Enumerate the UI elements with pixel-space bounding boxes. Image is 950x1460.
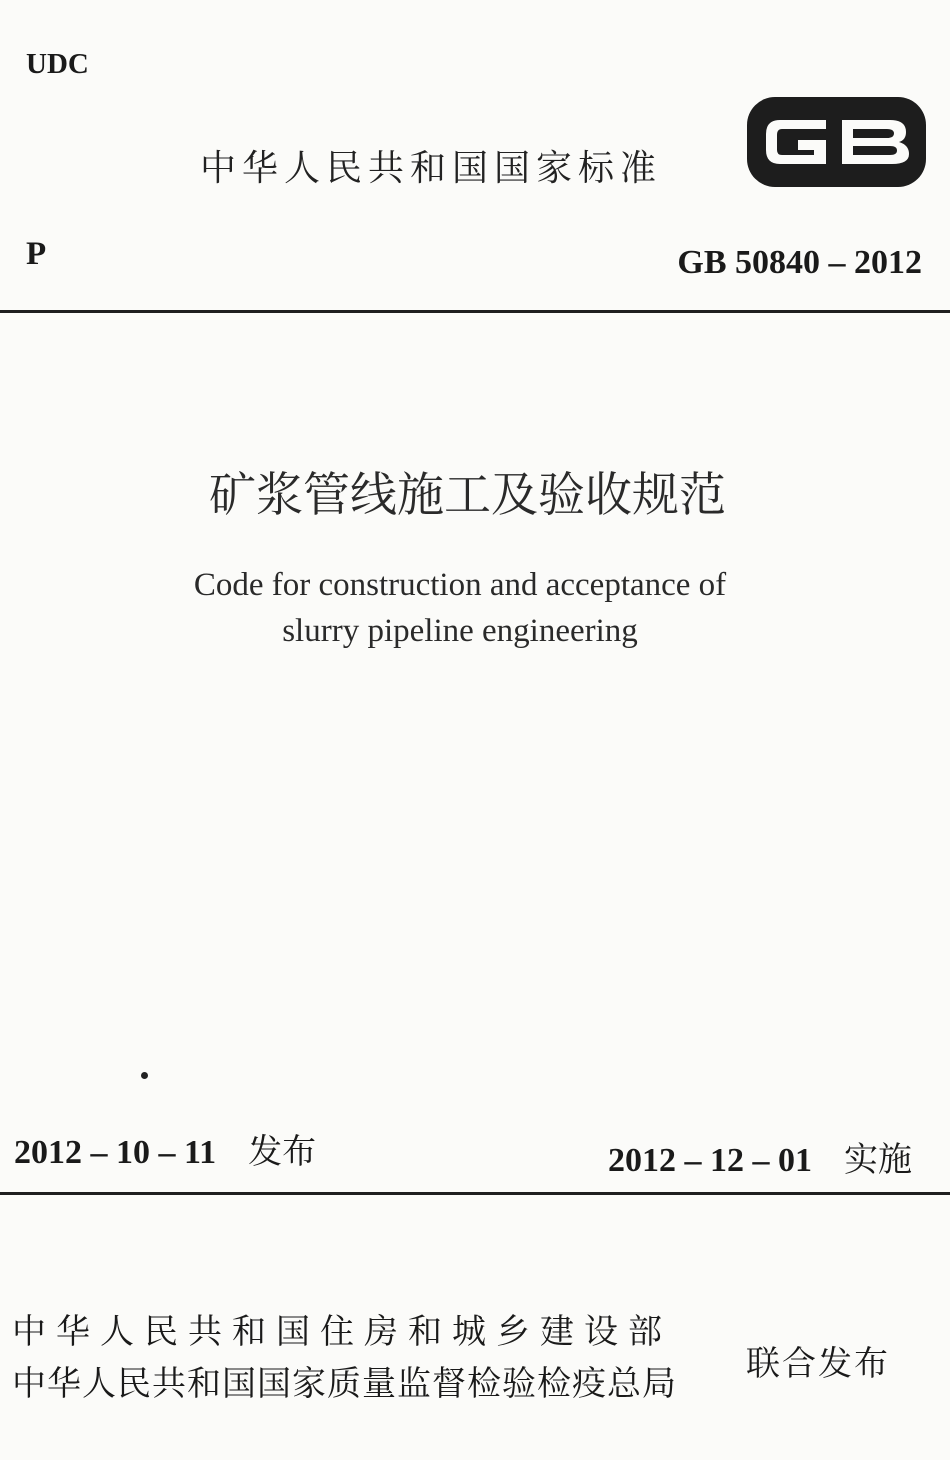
bottom-divider bbox=[0, 1192, 950, 1195]
implement-label: 实施 bbox=[844, 1140, 912, 1180]
issue-line bbox=[14, 1124, 316, 1173]
gb-logo bbox=[744, 94, 929, 190]
speck-mark bbox=[141, 1072, 148, 1079]
title-english bbox=[0, 562, 920, 654]
national-standard-heading: 中华人民共和国国家标准 bbox=[200, 148, 663, 189]
implement-date: 2012 – 12 – 01 bbox=[608, 1142, 812, 1179]
publisher-aqsiq: 中华人民共和国国家质量监督检验检疫总局 bbox=[12, 1364, 677, 1404]
title-english-line-2: slurry pipeline engineering bbox=[282, 613, 638, 649]
issue-date: 2012 – 10 – 11 bbox=[14, 1134, 217, 1171]
publisher-ministry: 中华人民共和国住房和城乡建设部 bbox=[12, 1312, 672, 1352]
joint-release-label: 联合发布 bbox=[746, 1344, 890, 1384]
title-chinese: 矿浆管线施工及验收规范 bbox=[209, 468, 726, 523]
top-divider bbox=[0, 310, 950, 313]
udc-label: UDC bbox=[26, 48, 89, 80]
implement-line bbox=[608, 1132, 912, 1181]
title-english-line-1: Code for construction and acceptance of bbox=[193, 567, 727, 603]
standard-number: GB 50840 – 2012 bbox=[677, 244, 922, 281]
issue-label: 发布 bbox=[248, 1132, 317, 1172]
classification-code: P bbox=[26, 236, 47, 272]
